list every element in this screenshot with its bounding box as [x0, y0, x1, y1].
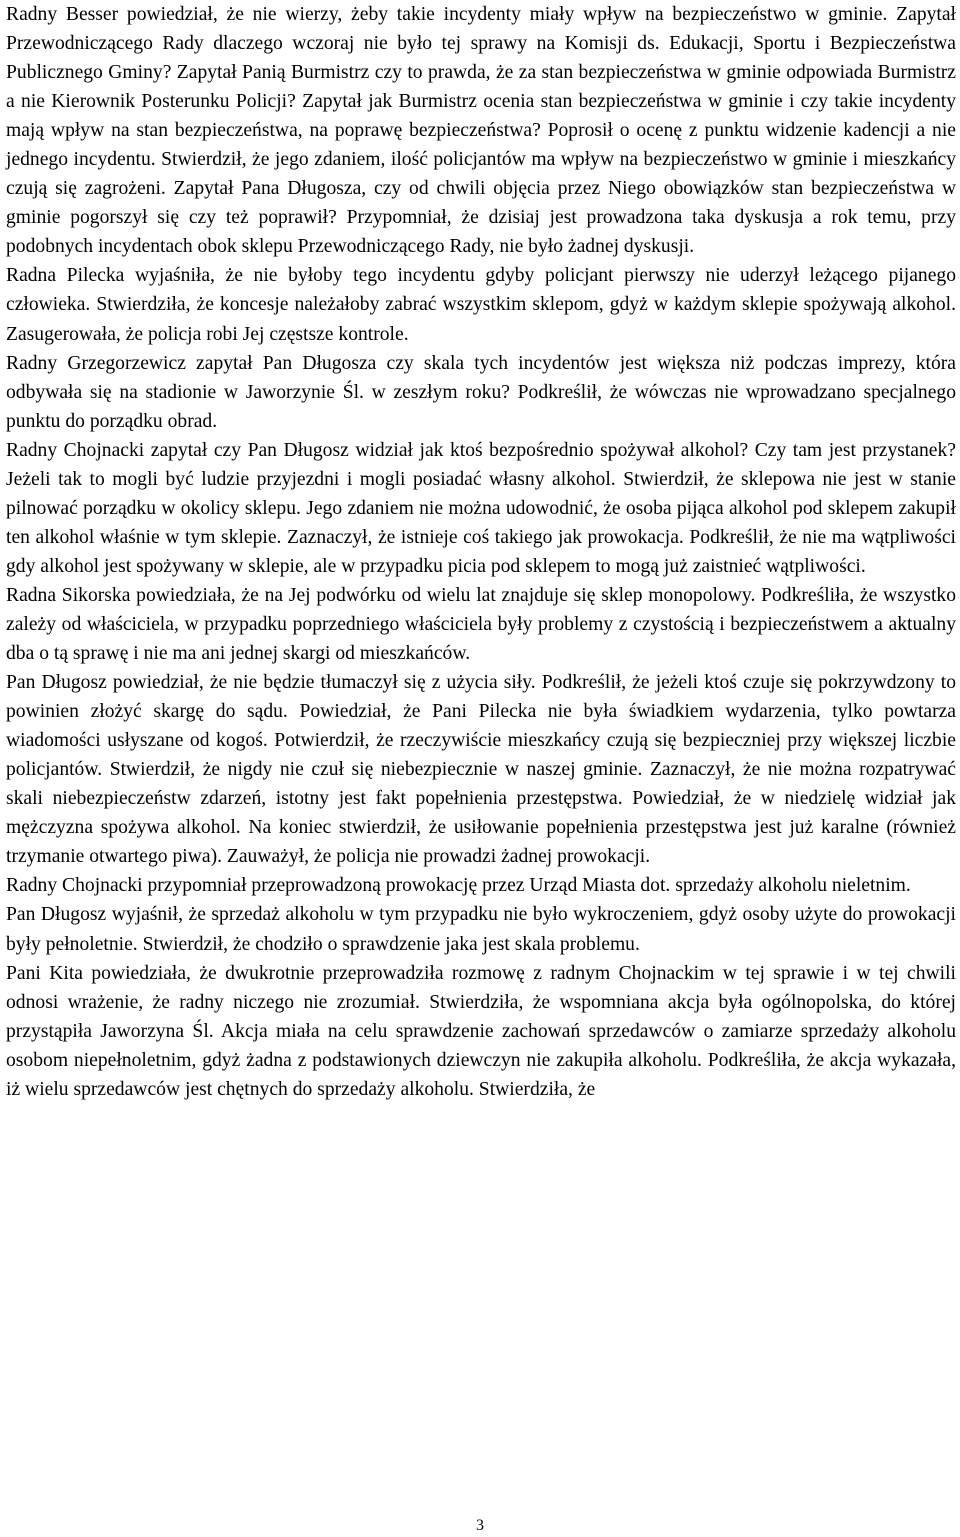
- paragraph-grzegorzewicz: Radny Grzegorzewicz zapytał Pan Długosza czy skala tych incydentów jest większa niż podczas imprezy, która odbywała się na stadionie w Jaworzynie Śl. w zeszłym roku? Podkreślił, że wówczas nie wprowadzano specjalnego punktu do porządku obrad.: [6, 352, 956, 432]
- paragraph-dlugosz: Pan Długosz powiedział, że nie będzie tłumaczył się z użycia siły. Podkreślił, że jeżeli ktoś czuje się pokrzywdzony to powinien złożyć skargę do sądu. Powiedział, że Pani Pilecka nie była świadkiem wydarzenia, tylko powtarza wiadomości usłyszane od kogoś. Potwierdził, że rzeczywiście mieszkańcy czują się bezpieczniej przy większej liczbie policjantów. Stwierdził, że nigdy nie czuł się niebezpiecznie w naszej gminie. Zaznaczył, że nie można rozpatrywać skali niebezpieczeństw zdarzeń, istotny jest fakt popełnienia przestępstwa. Powiedział, że w niedzielę widział jak mężczyzna spożywa alkohol. Na koniec stwierdził, że usiłowanie popełnienia przestępstwa jest już karalne (również trzymanie otwartego piwa). Zauważył, że policja nie prowadzi żadnej prowokacji.: [6, 672, 956, 868]
- document-page: [6, 0, 956, 1104]
- paragraph-chojnacki: Radny Chojnacki zapytał czy Pan Długosz widział jak ktoś bezpośrednio spożywał alkohol? Czy tam jest przystanek? Jeżeli tak to mogli być ludzie przyjezdni i mogli posiadać własny alkohol. Stwierdził, że sklepowa nie jest w stanie pilnować porządku w okolicy sklepu. Jego zdaniem nie można udowodnić, że osoba pijąca alkohol pod sklepem zakupił ten alkohol właśnie w tym sklepie. Zaznaczył, że istnieje coś takiego jak prowokacja. Podkreślił, że nie ma wątpliwości gdy alkohol jest spożywany w sklepie, ale w przypadku picia pod sklepem to mogą już zaistnieć wątpliwości.: [6, 439, 956, 577]
- paragraph-chojnacki-prowokacja: Radny Chojnacki przypomniał przeprowadzoną prowokację przez Urząd Miasta dot. sprzedaży alkoholu nieletnim.: [6, 875, 911, 897]
- paragraph-besser: Radny Besser powiedział, że nie wierzy, żeby takie incydenty miały wpływ na bezpieczeństwo w gminie. Zapytał Przewodniczącego Rady dlaczego wczoraj nie było tej sprawy na Komisji ds. Edukacji, Sportu i Bezpieczeństwa Publicznego Gminy? Zapytał Panią Burmistrz czy to prawda, że za stan bezpieczeństwa w gminie odpowiada Burmistrz a nie Kierownik Posterunku Policji? Zapytał jak Burmistrz ocenia stan bezpieczeństwa w gminie i czy takie incydenty mają wpływ na stan bezpieczeństwa, na poprawę bezpieczeństwa? Poprosił o ocenę z punktu widzenie kadencji a nie jednego incydentu. Stwierdził, że jego zdaniem, ilość policjantów ma wpływ na bezpieczeństwo w gminie i mieszkańcy czują się zagrożeni. Zapytał Pana Długosza, czy od chwili objęcia przez Niego obowiązków stan bezpieczeństwa w gminie pogorszył się czy też poprawił? Przypomniał, że dzisiaj jest prowadzona taka dyskusja a rok temu, przy podobnych incydentach obok sklepu Przewodniczącego Rady, nie było żadnej dyskusji.: [6, 4, 956, 258]
- page-number: 3: [476, 1517, 484, 1534]
- paragraph-pilecka: Radna Pilecka wyjaśniła, że nie byłoby tego incydentu gdyby policjant pierwszy nie uderzył leżącego pijanego człowieka. Stwierdziła, że koncesje należałoby zabrać wszystkim sklepom, gdyż w każdym sklepie spożywają alkohol. Zasugerowała, że policja robi Jej częstsze kontrole.: [6, 265, 956, 345]
- paragraph-sikorska: Radna Sikorska powiedziała, że na Jej podwórku od wielu lat znajduje się sklep monopolowy. Podkreśliła, że wszystko zależy od właściciela, w przypadku poprzedniego właściciela były problemy z czystością i bezpieczeństwem a aktualny dba o tą sprawę i nie ma ani jednej skargi od mieszkańców.: [6, 584, 956, 665]
- paragraph-dlugosz-wyjasnienie: Pan Długosz wyjaśnił, że sprzedaż alkoholu w tym przypadku nie było wykroczeniem, gdyż osoby użyte do prowokacji były pełnoletnie. Stwierdził, że chodziło o sprawdzenie jaka jest skala problemu.: [6, 904, 956, 955]
- paragraph-kita: Pani Kita powiedziała, że dwukrotnie przeprowadziła rozmowę z radnym Chojnackim w tej sprawie i w tej chwili odnosi wrażenie, że radny niczego nie zrozumiał. Stwierdziła, że wspomniana akcja była ogólnopolska, do której przystąpiła Jaworzyna Śl. Akcja miała na celu sprawdzenie zachowań sprzedawców o zamiarze sprzedaży alkoholu osobom niepełnoletnim, gdyż żadna z podstawionych dziewczyn nie zakupiła alkoholu. Podkreśliła, że akcja wykazała, iż wielu sprzedawców jest chętnych do sprzedaży alkoholu. Stwierdziła, że: [6, 962, 956, 1100]
